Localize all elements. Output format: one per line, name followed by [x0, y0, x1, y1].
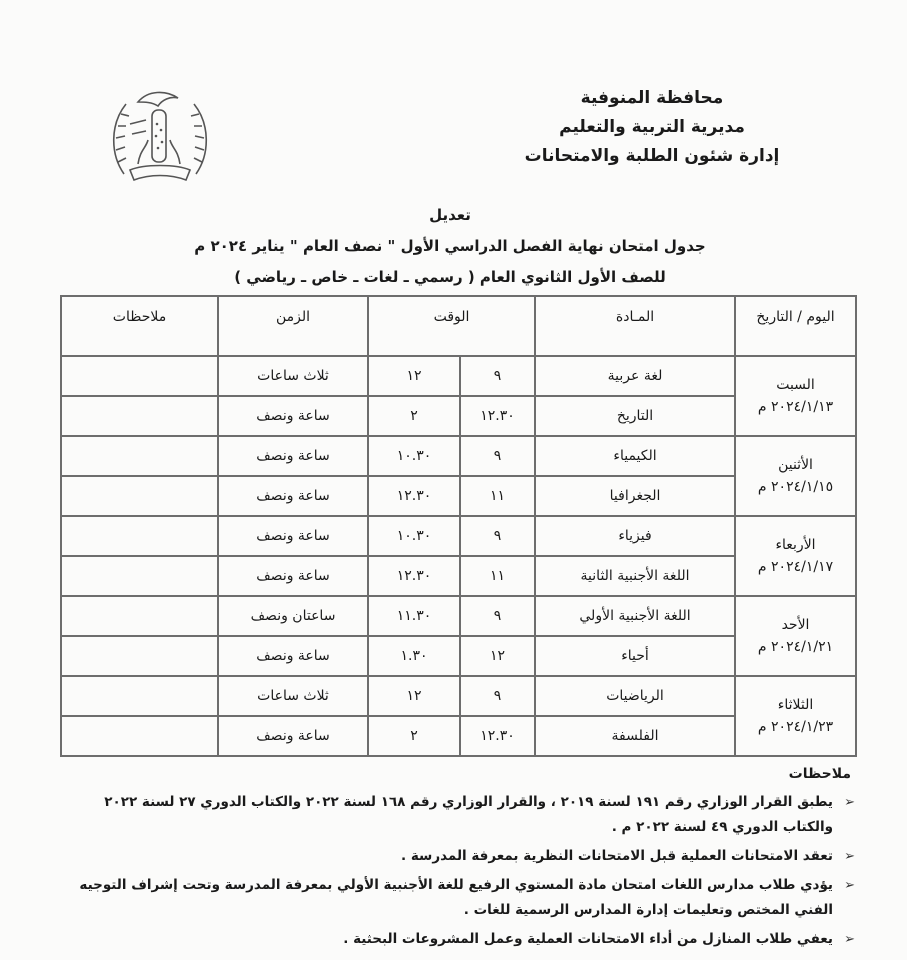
time-to-cell: ١٢.٣٠: [368, 476, 460, 516]
header-time: الوقت: [368, 296, 535, 356]
duration-cell: ساعة ونصف: [218, 436, 368, 476]
arrow-bullet-icon: ➢: [844, 878, 855, 893]
exam-date: ٢٠٢٤/١/٢٣ م: [757, 719, 834, 735]
schedule-title: جدول امتحان نهاية الفصل الدراسي الأول " نصف العام " يناير ٢٠٢٤ م: [194, 237, 706, 255]
time-to-cell: ١.٣٠: [368, 636, 460, 676]
exam-schedule-table: [60, 295, 857, 757]
time-to-cell: ١١.٣٠: [368, 596, 460, 636]
duration-cell: ساعة ونصف: [218, 636, 368, 676]
subject-cell: الجغرافيا: [535, 476, 735, 516]
subject-cell: لغة عربية: [535, 356, 735, 396]
duration-cell: ساعة ونصف: [218, 516, 368, 556]
note-item: [59, 927, 859, 952]
duration-cell: ساعة ونصف: [218, 556, 368, 596]
time-from-cell: ١١: [460, 556, 535, 596]
notes-title: ملاحظات: [788, 766, 851, 782]
duration-cell: ساعة ونصف: [218, 396, 368, 436]
notes-cell: [61, 516, 218, 556]
time-to-cell: ١٠.٣٠: [368, 436, 460, 476]
duration-cell: ساعة ونصف: [218, 716, 368, 756]
header-duration: الزمن: [218, 296, 368, 356]
note-text: يعفي طلاب المنازل من أداء الامتحانات العملية وعمل المشروعات البحثية .: [343, 931, 833, 947]
subject-cell: الكيمياء: [535, 436, 735, 476]
time-from-cell: ٩: [460, 436, 535, 476]
notes-cell: [61, 556, 218, 596]
note-item: [59, 790, 859, 840]
emblem-icon: [104, 84, 216, 186]
time-to-cell: ١٢: [368, 676, 460, 716]
table-row: [61, 676, 856, 716]
subject-cell: فيزياء: [535, 516, 735, 556]
time-from-cell: ٩: [460, 516, 535, 556]
time-from-cell: ١٢.٣٠: [460, 396, 535, 436]
time-to-cell: ١٠.٣٠: [368, 516, 460, 556]
time-to-cell: ٢: [368, 716, 460, 756]
notes-cell: [61, 676, 218, 716]
notes-cell: [61, 436, 218, 476]
subject-cell: الرياضيات: [535, 676, 735, 716]
governorate-name: محافظة المنوفية: [580, 88, 724, 108]
amendment-label: تعديل: [429, 206, 471, 224]
department-name: إدارة شئون الطلبة والامتحانات: [524, 146, 780, 166]
exam-date: ٢٠٢٤/١/١٣ م: [757, 399, 834, 415]
day-name: الثلاثاء: [777, 697, 814, 713]
note-item: [59, 844, 859, 869]
exam-date: ٢٠٢٤/١/٢١ م: [757, 639, 834, 655]
notes-cell: [61, 596, 218, 636]
notes-cell: [61, 476, 218, 516]
subject-cell: اللغة الأجنبية الأولي: [535, 596, 735, 636]
letterhead: [492, 84, 812, 171]
day-name: الأحد: [781, 617, 810, 633]
day-date-cell: [735, 436, 856, 516]
table-header-row: [61, 296, 856, 356]
time-from-cell: ١١: [460, 476, 535, 516]
time-to-cell: ١٢.٣٠: [368, 556, 460, 596]
notes-cell: [61, 396, 218, 436]
note-item: [59, 873, 859, 923]
notes-cell: [61, 636, 218, 676]
day-date-cell: [735, 516, 856, 596]
duration-cell: ساعة ونصف: [218, 476, 368, 516]
day-date-cell: [735, 676, 856, 756]
subject-cell: الفلسفة: [535, 716, 735, 756]
notes-cell: [61, 356, 218, 396]
header-day-date: اليوم / التاريخ: [735, 296, 856, 356]
arrow-bullet-icon: ➢: [844, 795, 855, 810]
duration-cell: ثلاث ساعات: [218, 356, 368, 396]
time-from-cell: ١٢.٣٠: [460, 716, 535, 756]
table-row: [61, 436, 856, 476]
table-row: [61, 516, 856, 556]
notes-list: [59, 790, 859, 956]
exam-date: ٢٠٢٤/١/١٧ م: [757, 559, 834, 575]
time-from-cell: ٩: [460, 596, 535, 636]
duration-cell: ساعتان ونصف: [218, 596, 368, 636]
header-notes: ملاحظات: [61, 296, 218, 356]
notes-cell: [61, 716, 218, 756]
subject-cell: اللغة الأجنبية الثانية: [535, 556, 735, 596]
note-text: يؤدي طلاب مدارس اللغات امتحان مادة المستوي الرفيع للغة الأجنبية الأولي بمعرفة المدرسة وتحت إشراف التوجيه الفني المختص وتعليمات إدارة المدارس الرسمية للغات .: [79, 877, 833, 918]
time-from-cell: ٩: [460, 676, 535, 716]
header-subject: المـادة: [535, 296, 735, 356]
duration-cell: ثلاث ساعات: [218, 676, 368, 716]
note-text: يطبق القرار الوزاري رقم ١٩١ لسنة ٢٠١٩ ، والقرار الوزاري رقم ١٦٨ لسنة ٢٠٢٢ والكتاب الدوري ٢٧ لسنة ٢٠٢٢ والكتاب الدوري ٤٩ لسنة ٢٠٢٢ م .: [104, 794, 833, 835]
time-to-cell: ٢: [368, 396, 460, 436]
time-from-cell: ٩: [460, 356, 535, 396]
day-date-cell: [735, 356, 856, 436]
subject-cell: التاريخ: [535, 396, 735, 436]
table-row: [61, 596, 856, 636]
arrow-bullet-icon: ➢: [844, 932, 855, 947]
time-from-cell: ١٢: [460, 636, 535, 676]
day-date-cell: [735, 596, 856, 676]
day-name: السبت: [776, 377, 815, 393]
document-titles: [150, 200, 750, 293]
subject-cell: أحياء: [535, 636, 735, 676]
exam-date: ٢٠٢٤/١/١٥ م: [757, 479, 834, 495]
day-name: الأربعاء: [775, 537, 816, 553]
arrow-bullet-icon: ➢: [844, 849, 855, 864]
time-to-cell: ١٢: [368, 356, 460, 396]
grade-subtitle: للصف الأول الثانوي العام ( رسمي ـ لغات ـ خاص ـ رياضي ): [234, 268, 666, 286]
day-name: الأثنين: [778, 457, 813, 473]
table-row: [61, 356, 856, 396]
directorate-name: مديرية التربية والتعليم: [559, 117, 745, 137]
note-text: تعقد الامتحانات العملية قبل الامتحانات النظرية بمعرفة المدرسة .: [401, 848, 833, 864]
